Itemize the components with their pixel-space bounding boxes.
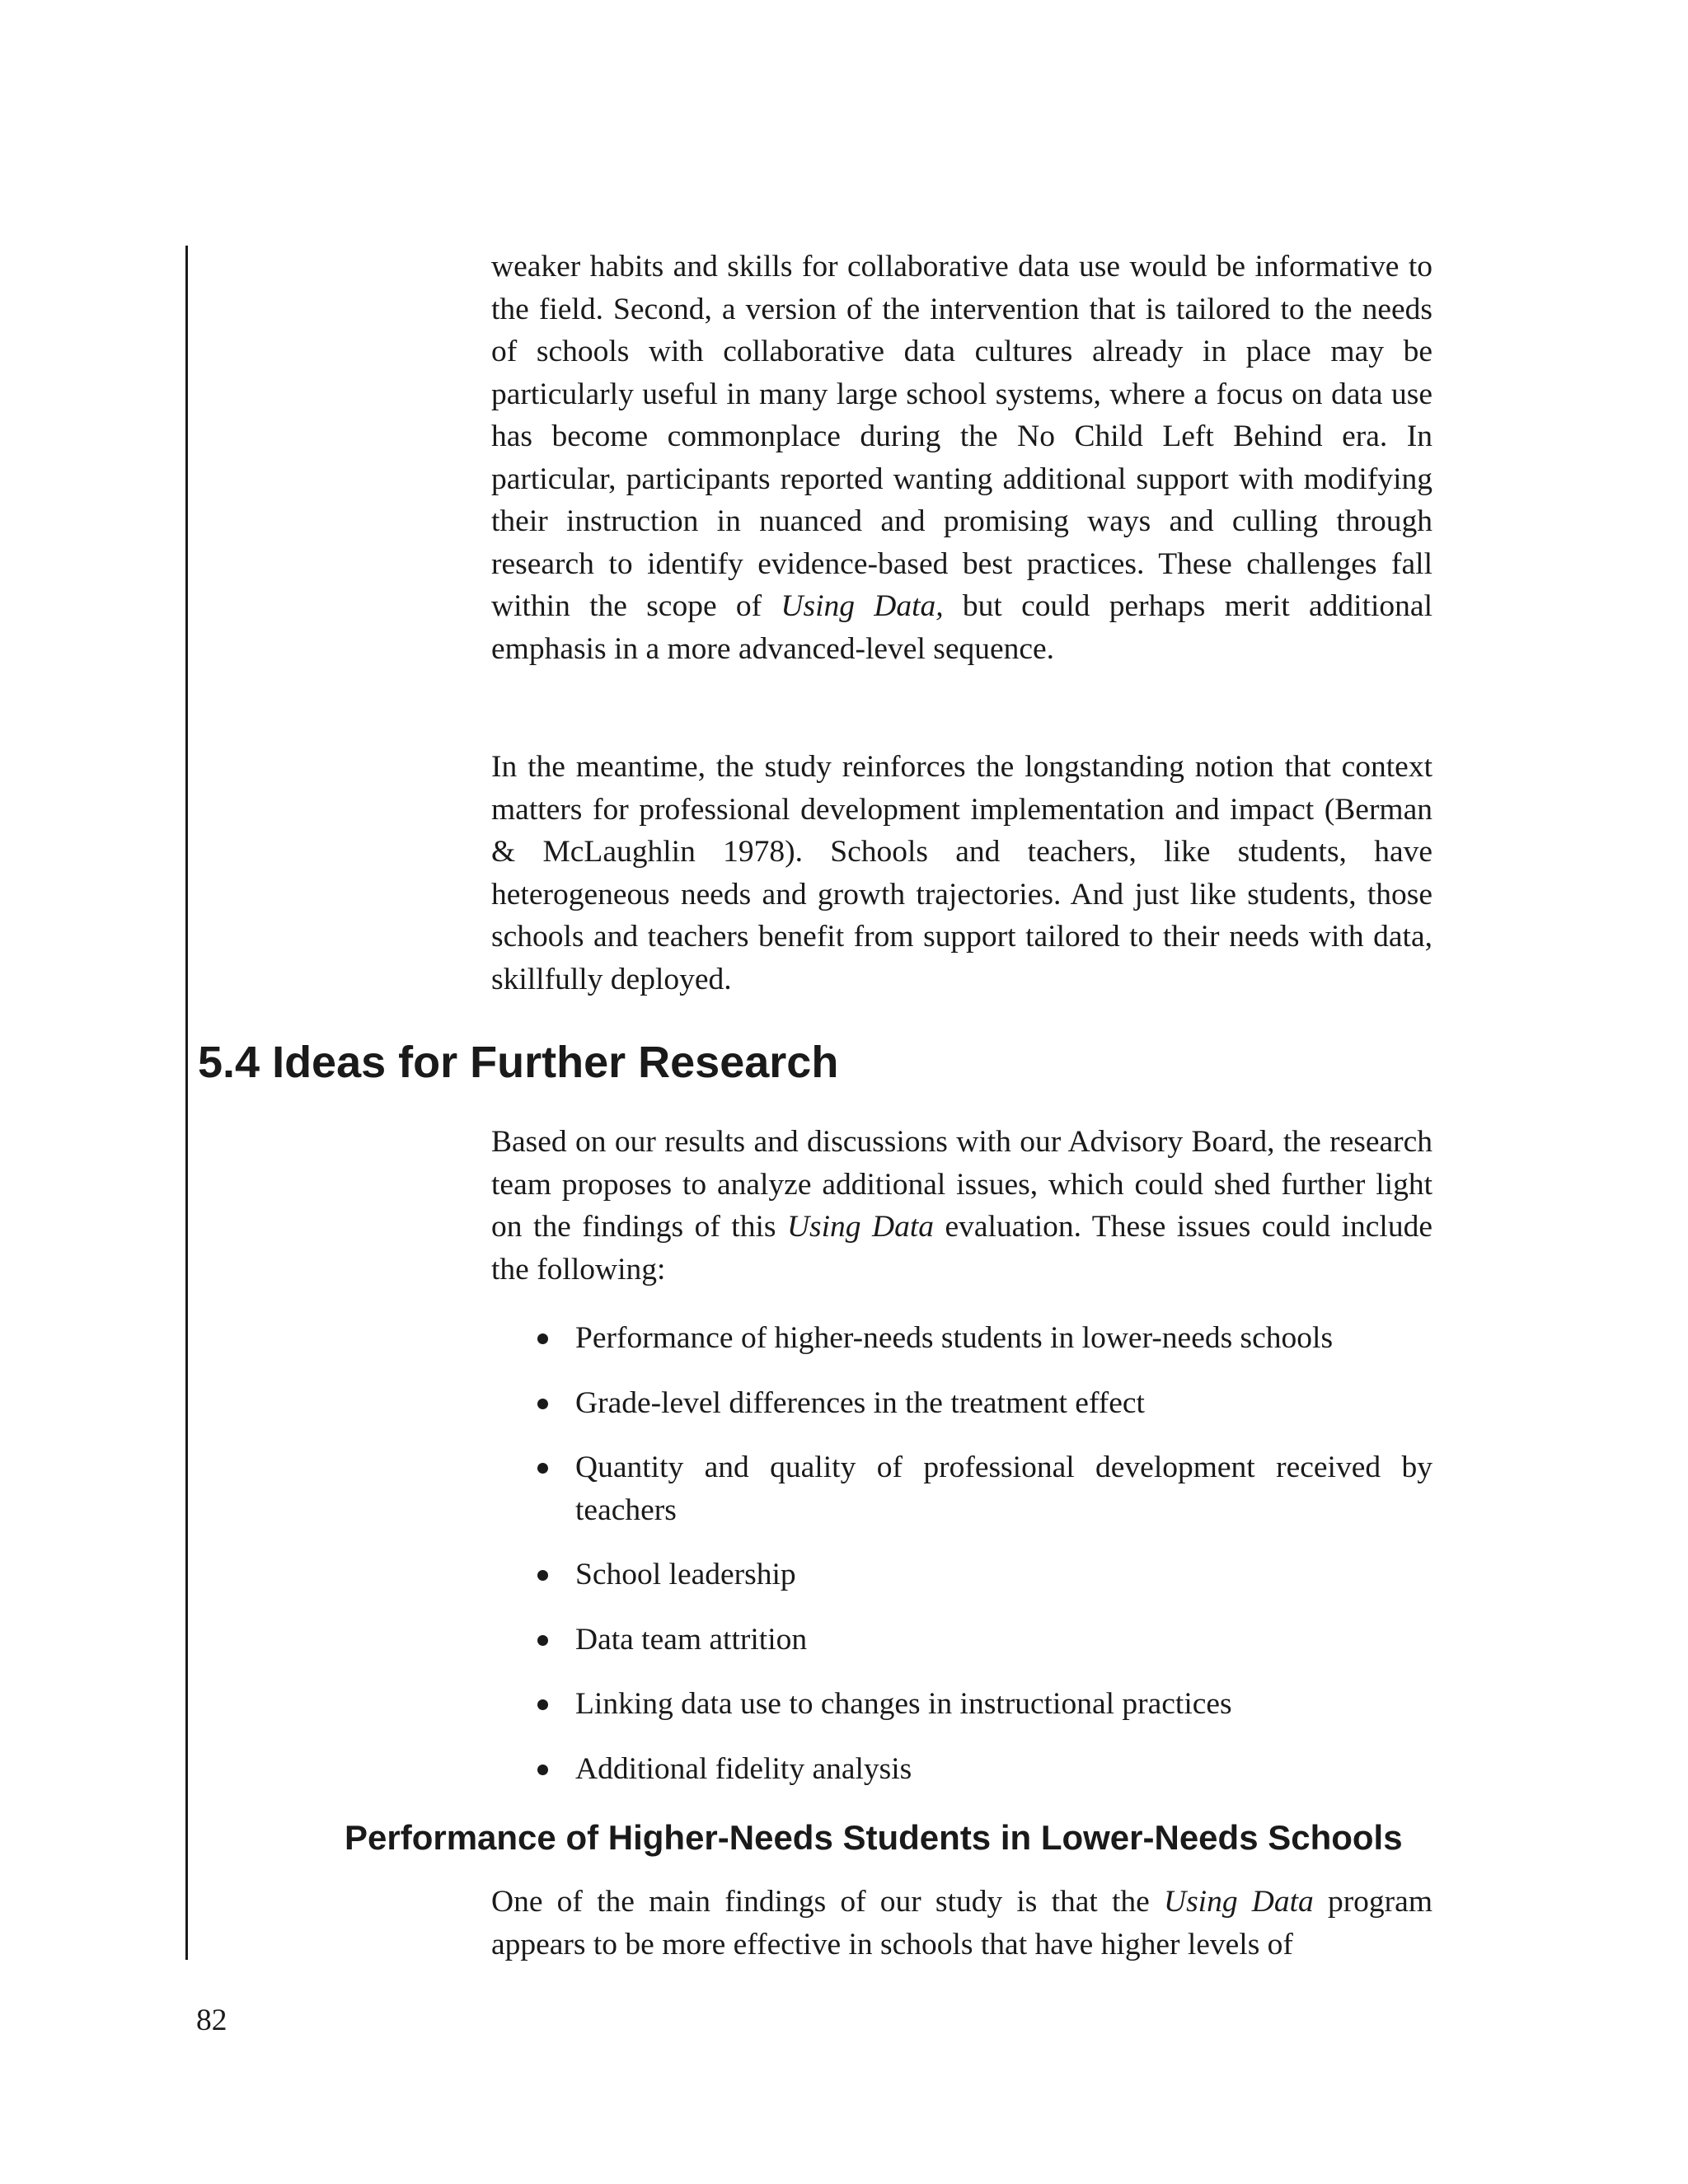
list-item: [534, 1554, 1432, 1596]
paragraph-findings: [491, 1881, 1432, 1966]
list-item-text: Data team attrition: [575, 1622, 808, 1657]
bullet-icon: [537, 1570, 548, 1581]
bullet-icon: [537, 1635, 548, 1646]
list-item-text: Performance of higher-needs students in lower-needs schools: [575, 1321, 1334, 1355]
list-item-text: School leadership: [575, 1558, 796, 1591]
body-paragraph-2: [491, 746, 1432, 1001]
bullet-icon: [537, 1399, 548, 1409]
bullet-icon: [537, 1333, 548, 1344]
paragraph-continued: [491, 246, 1432, 670]
section-heading: 5.4 Ideas for Further Research: [198, 1038, 839, 1087]
list-item-text: Grade-level differences in the treatment effect: [575, 1385, 1145, 1420]
list-item: [534, 1317, 1432, 1360]
paragraph-context: In the meantime, the study reinforces the longstanding notion that context matters for professional development implementation and impact (Berman & McLaughlin 1978). Schools and teachers, like students, have heterogeneous needs and growth trajectories. And just like students, those schools and teachers benefit from support tailored to their needs with data, skillfully deployed.: [491, 750, 1432, 996]
list-item: [534, 1748, 1432, 1791]
page-number: 82: [196, 2004, 227, 2037]
list-item: [534, 1382, 1432, 1425]
body-paragraph-4: [491, 1881, 1432, 1966]
italic-title: Using Data: [786, 1210, 934, 1244]
body-paragraph-3: [491, 1121, 1432, 1291]
paragraph-text: Based on our results and discussions with our Advisory Board, the research team proposes to analyze additional issues, which could shed further light on the findings of this: [491, 1125, 1432, 1244]
bullet-icon: [537, 1765, 548, 1775]
paragraph-text: evaluation. These issues could include the following:: [491, 1210, 1432, 1286]
italic-title: Using Data: [1163, 1885, 1314, 1919]
list-item-text: Quantity and quality of professional development received by teachers: [575, 1451, 1432, 1527]
list-item: [534, 1683, 1432, 1726]
subsection-heading: Performance of Higher-Needs Students in Lower-Needs Schools: [345, 1818, 1403, 1857]
list-item: [534, 1619, 1432, 1661]
margin-rule: [185, 246, 188, 1960]
body-paragraph-1: [491, 246, 1432, 670]
paragraph-text: weaker habits and skills for collaborative data use would be informative to the field. Second, a version of the intervention that is tailored to the needs of schools with collaborative data cultures already in place may be particularly useful in many large school systems, where a focus on data use has become commonplace during the No Child Left Behind era. In particular, participants reported wanting additional support with modifying their instruction in nuanced and promising ways and culling through research to identify evidence-based best practices. These challenges fall within the scope of: [491, 250, 1432, 623]
list-item-text: Linking data use to changes in instructional practices: [575, 1687, 1232, 1721]
italic-title: Using Data,: [781, 589, 944, 623]
research-issues-list: [534, 1317, 1432, 1812]
list-item: [534, 1446, 1432, 1531]
paragraph-text: program appears to be more effective in schools that have higher levels of: [491, 1885, 1432, 1961]
bullet-icon: [537, 1463, 548, 1474]
list-item-text: Additional fidelity analysis: [575, 1751, 912, 1786]
bullet-icon: [537, 1699, 548, 1710]
paragraph-intro: [491, 1121, 1432, 1291]
paragraph-text: One of the main findings of our study is that the: [491, 1885, 1164, 1919]
paragraph-text: but could perhaps merit additional emphasis in a more advanced-level sequence.: [491, 589, 1432, 666]
